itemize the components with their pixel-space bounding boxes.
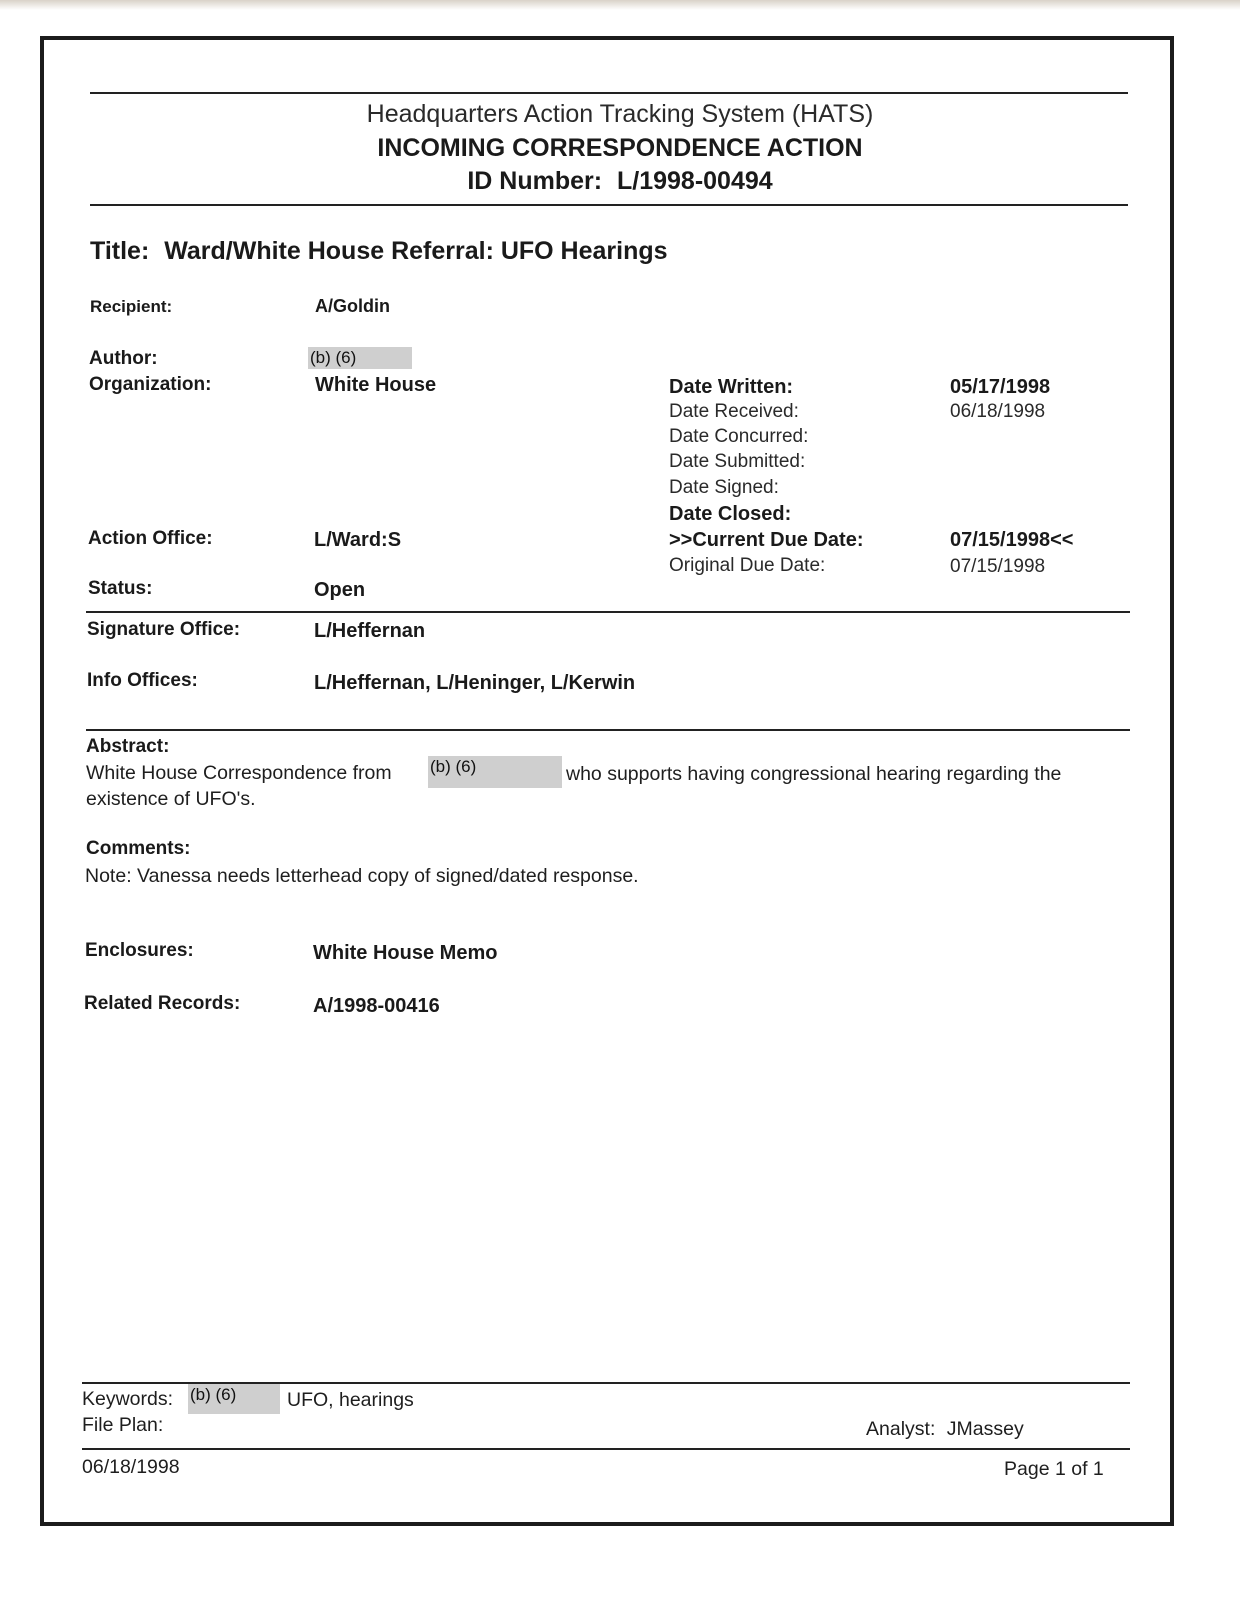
enclosures-value: White House Memo: [313, 942, 498, 964]
recipient-label: Recipient:: [90, 297, 173, 316]
redaction-box: (b) (6): [308, 347, 412, 369]
file-plan-label: File Plan:: [82, 1414, 164, 1436]
document-title: [90, 237, 668, 266]
abstract-text-line2: existence of UFO's.: [86, 788, 256, 810]
id-number-label: ID Number:: [467, 167, 603, 195]
keywords-label: Keywords:: [82, 1388, 174, 1410]
date-received-label: Date Received:: [669, 401, 799, 422]
keywords-value: UFO, hearings: [287, 1389, 414, 1411]
abstract-redaction: [428, 756, 562, 788]
title-value: Ward/White House Referral: UFO Hearings: [164, 237, 668, 265]
original-due-date-value: 07/15/1998: [950, 556, 1046, 577]
print-date: 06/18/1998: [82, 1456, 180, 1478]
fields-rule: [86, 611, 1130, 613]
date-written-label: Date Written:: [669, 376, 794, 398]
date-concurred-label: Date Concurred:: [669, 426, 809, 447]
comments-label: Comments:: [86, 838, 191, 859]
info-offices-value: L/Heffernan, L/Heninger, L/Kerwin: [314, 672, 636, 694]
date-submitted-label: Date Submitted:: [669, 451, 806, 472]
organization-value: White House: [315, 374, 437, 396]
original-due-date-label: Original Due Date:: [669, 555, 826, 576]
abstract-text-before: White House Correspondence from: [86, 762, 392, 784]
analyst: [866, 1418, 1024, 1441]
status-value: Open: [314, 579, 366, 601]
page-number: Page 1 of 1: [1004, 1458, 1104, 1480]
analyst-value: JMassey: [946, 1418, 1024, 1440]
related-records-value: A/1998-00416: [313, 995, 440, 1017]
abstract-text-after: who supports having congressional hearing regarding the: [566, 763, 1062, 785]
footer-bottom-rule: [82, 1448, 1130, 1450]
date-signed-label: Date Signed:: [669, 477, 779, 498]
form-title: INCOMING CORRESPONDENCE ACTION: [377, 134, 863, 162]
system-name: Headquarters Action Tracking System (HATS): [366, 100, 874, 128]
redaction-box: (b) (6): [428, 756, 562, 788]
date-received-value: 06/18/1998: [950, 401, 1046, 422]
id-number: [0, 167, 1240, 196]
organization-label: Organization:: [89, 374, 212, 395]
abstract-rule: [86, 729, 1130, 731]
header-top-rule: [90, 92, 1128, 94]
comments-text: Note: Vanessa needs letterhead copy of signed/dated response.: [85, 865, 639, 887]
action-office-value: L/Ward:S: [314, 529, 402, 551]
title-label: Title:: [90, 237, 150, 265]
author-redaction: [308, 347, 412, 369]
recipient-value: A/Goldin: [315, 296, 390, 316]
action-office-label: Action Office:: [88, 528, 213, 549]
author-label: Author:: [89, 348, 158, 369]
date-closed-label: Date Closed:: [669, 503, 792, 525]
date-written-value: 05/17/1998: [950, 376, 1051, 398]
related-records-label: Related Records:: [84, 993, 241, 1014]
status-label: Status:: [88, 578, 153, 599]
header-bottom-rule: [90, 204, 1128, 206]
signature-office-value: L/Heffernan: [314, 620, 426, 642]
signature-office-label: Signature Office:: [87, 619, 241, 640]
id-number-value: L/1998-00494: [617, 167, 773, 195]
analyst-label: Analyst:: [866, 1418, 936, 1440]
scan-edge: [0, 0, 1240, 10]
info-offices-label: Info Offices:: [87, 670, 198, 691]
current-due-date-value: 07/15/1998<<: [950, 529, 1074, 551]
current-due-date-label: >>Current Due Date:: [669, 529, 864, 551]
abstract-label: Abstract:: [86, 736, 170, 757]
redaction-box: (b) (6): [188, 1384, 280, 1414]
keywords-redaction: [188, 1384, 280, 1414]
enclosures-label: Enclosures:: [85, 940, 194, 961]
